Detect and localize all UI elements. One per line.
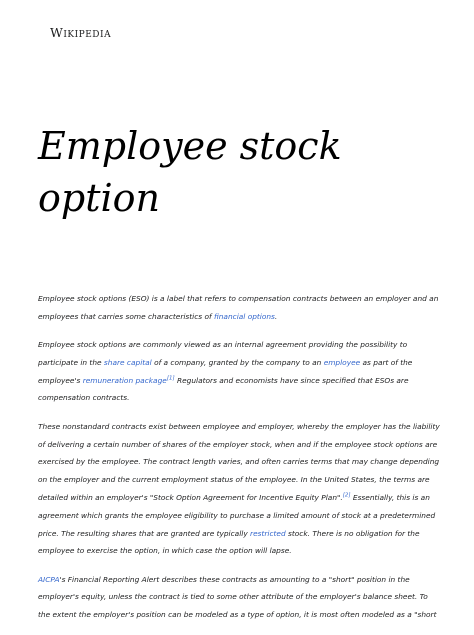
p2-text-4: Regulators and economists have since specified that ESOs are compensation contracts. bbox=[38, 375, 409, 403]
page-title: Employee stock option bbox=[38, 124, 342, 220]
paragraph-3 bbox=[38, 418, 440, 560]
paragraph-2 bbox=[38, 336, 440, 407]
paragraph-1 bbox=[38, 290, 440, 326]
p2-text-1: Employee stock options are commonly viewed as an internal agreement providing the possibility to participate in the bbox=[38, 340, 408, 367]
link-employee[interactable]: employee bbox=[323, 357, 361, 367]
link-restricted[interactable]: restricted bbox=[250, 528, 286, 538]
p2-text-3: as part of the employee's bbox=[38, 357, 413, 385]
p1-text-1: Employee stock options (ESO) is a label that refers to compensation contracts between an employer and an employees that carries some characteristics of bbox=[38, 294, 439, 321]
link-remuneration-package[interactable]: remuneration package bbox=[82, 375, 167, 385]
link-aicpa[interactable]: AICPA bbox=[38, 574, 60, 584]
p2-text-2: of a company, granted by the company to an bbox=[151, 357, 324, 367]
p3-text-2: Essentially, this is an agreement which grants the employee eligibility to purchase a limited amount of stock at a predetermined price. The resulting shares that are granted are typically bbox=[38, 492, 436, 538]
wikipedia-wordmark[interactable]: Wikipedia bbox=[50, 25, 112, 40]
link-share-capital[interactable]: share capital bbox=[103, 357, 152, 367]
paragraph-4 bbox=[38, 571, 440, 624]
link-financial-options[interactable]: financial options bbox=[213, 311, 275, 321]
p3-text-3: stock. There is no obligation for the employee to exercise the option, in which case the option will lapse. bbox=[38, 528, 420, 556]
p3-text-1: These nonstandard contracts exist between employee and employer, whereby the employer has the liability of delivering a certain number of shares of the employer stock, when and if the employee stock options are exercised by the employee. The contract length varies, and often carries terms that may change depending on the employer and the current employment status of the employee. In the United States, the terms are detailed within an employer's "Stock Option Agreement for Incentive Equity Plan". bbox=[38, 421, 440, 502]
p1-text-2: . bbox=[274, 311, 278, 321]
reference-1[interactable]: [1] bbox=[166, 375, 175, 382]
article-body bbox=[38, 290, 440, 635]
reference-2[interactable]: [2] bbox=[342, 492, 351, 499]
p4-text-1: 's Financial Reporting Alert describes these contracts as amounting to a "short" position in the employer's equity, unless the contract is tied to some other attribute of the employer's balance sheet. To the extent the employer's position can be modeled as a type of option, it is most often modeled as a "short bbox=[38, 574, 437, 620]
